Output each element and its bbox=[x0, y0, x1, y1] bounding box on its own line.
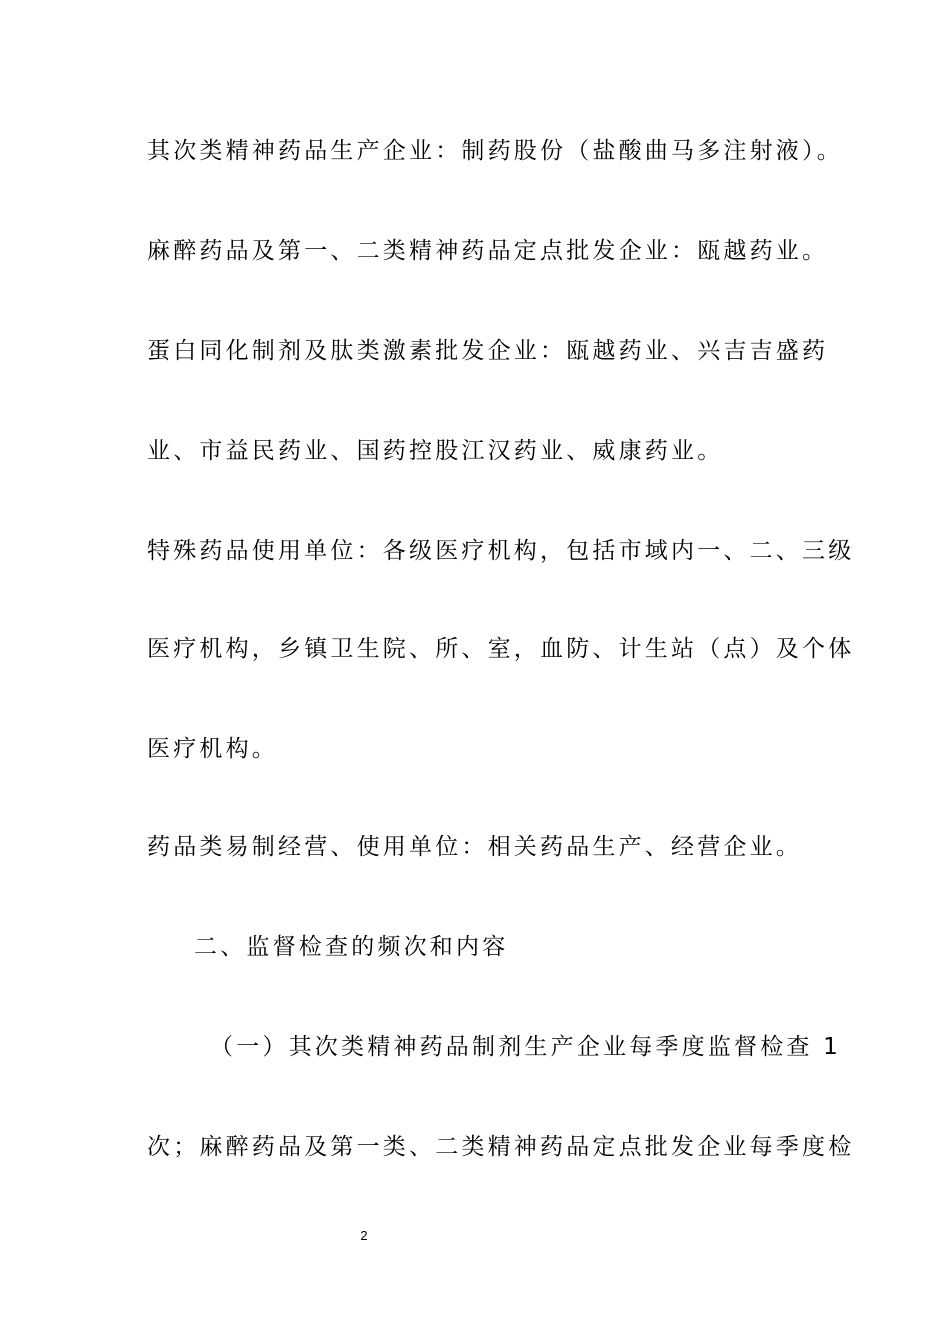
paragraph-line: 次；麻醉药品及第一类、二类精神药品定点批发企业每季度检 bbox=[147, 1134, 855, 1160]
paragraph-line: 药品类易制经营、使用单位：相关药品生产、经营企业。 bbox=[147, 834, 802, 860]
paragraph-line: 蛋白同化制剂及肽类激素批发企业：瓯越药业、兴吉吉盛药 bbox=[147, 338, 829, 364]
page-number: 2 bbox=[360, 1228, 368, 1243]
paragraph-line: 医疗机构。 bbox=[147, 736, 278, 762]
paragraph-line: 麻醉药品及第一、二类精神药品定点批发企业：瓯越药业。 bbox=[147, 238, 829, 264]
paragraph-line: 业、市益民药业、国药控股江汉药业、威康药业。 bbox=[147, 438, 724, 464]
paragraph-line: 特殊药品使用单位：各级医疗机构，包括市域内一、二、三级 bbox=[147, 538, 855, 564]
paragraph-line: 其次类精神药品生产企业：制药股份（盐酸曲马多注射液）。 bbox=[147, 138, 843, 164]
paragraph-line: （一）其次类精神药品制剂生产企业每季度监督检查 1 bbox=[210, 1034, 841, 1060]
paragraph-line: 医疗机构，乡镇卫生院、所、室，血防、计生站（点）及个体 bbox=[147, 636, 855, 662]
section-heading: 二、监督检查的频次和内容 bbox=[194, 934, 509, 960]
